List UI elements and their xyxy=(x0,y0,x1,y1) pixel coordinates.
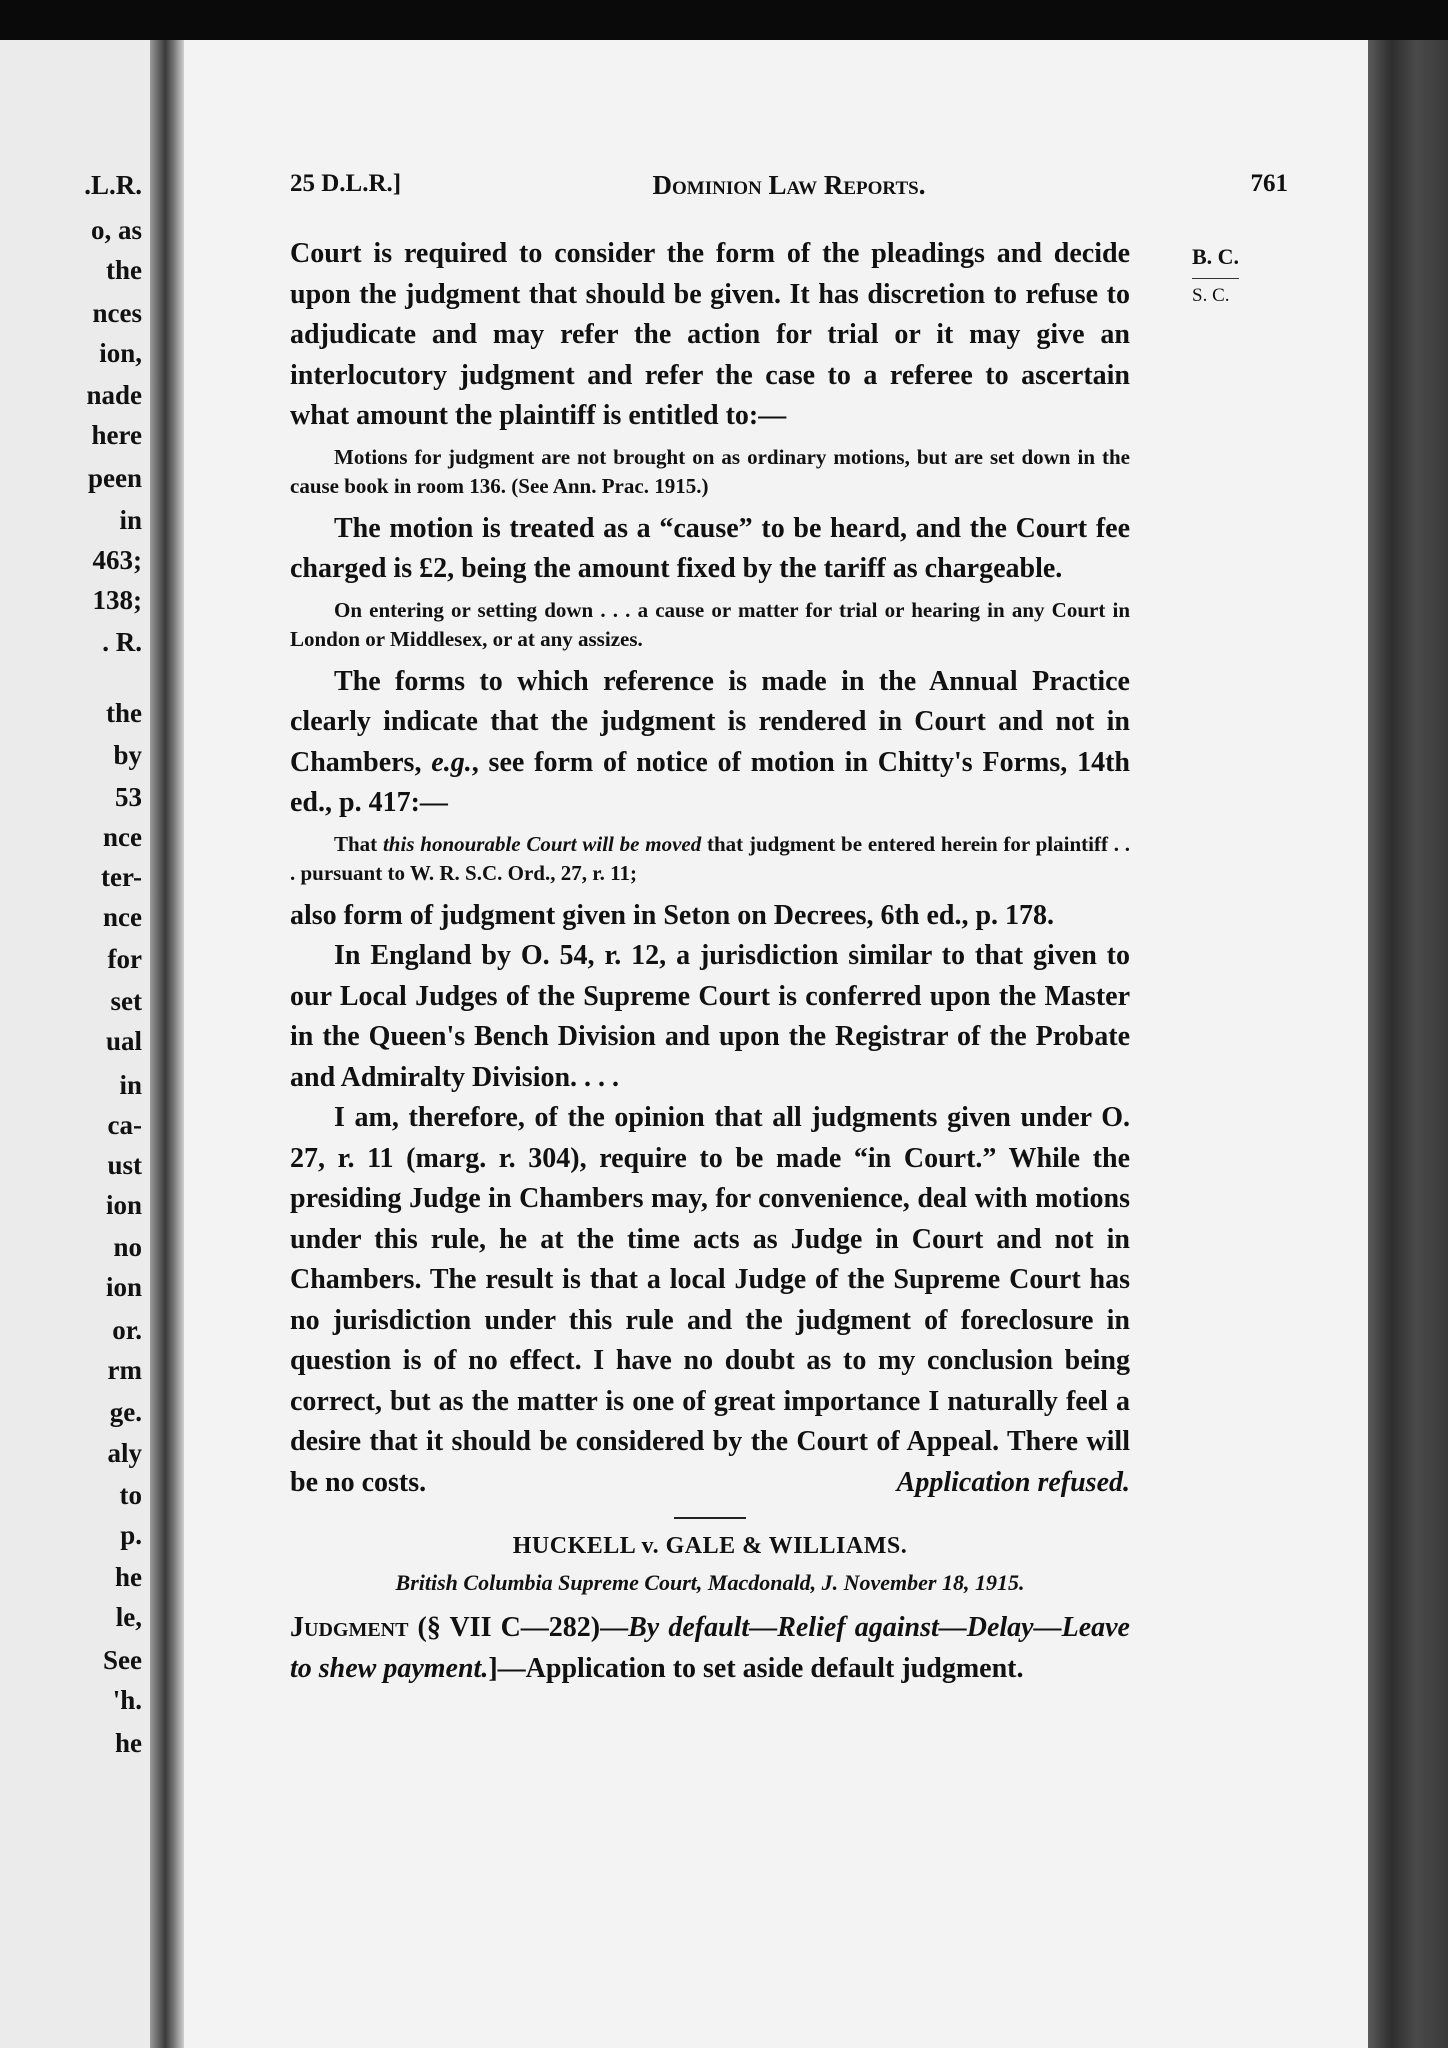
left-page-fragment: set xyxy=(110,986,142,1016)
paragraph-3 xyxy=(290,662,1130,824)
left-page-fragment: ter- xyxy=(101,862,142,892)
paragraph-5: In England by O. 54, r. 12, a jurisdiction similar to that given to our Local Judges of the Supreme Court is conferred upon the Master in the Queen's Bench Division and upon the Registrar of the Probate and Admiralty Division. . . . xyxy=(290,940,1130,1093)
left-page xyxy=(0,40,150,2048)
left-page-fragment: in xyxy=(119,505,142,535)
headnote-rest: ]—Application to set aside default judgment. xyxy=(488,1652,1024,1684)
case-title: HUCKELL v. GALE & WILLIAMS. xyxy=(512,1533,908,1559)
paragraph-4: also form of judgment given in Seton on Decrees, 6th ed., p. 178. xyxy=(290,899,1055,931)
left-page-fragment: here xyxy=(91,420,142,450)
left-page-fragment: no xyxy=(113,1232,142,1262)
left-page-fragment: for xyxy=(107,944,142,974)
case-court: British Columbia Supreme Court, Macdonald, J. November 18, 1915. xyxy=(395,1570,1025,1595)
left-page-fragment: . R. xyxy=(102,627,142,657)
paragraph-2: The motion is treated as a “cause” to be heard, and the Court fee charged is £2, being the amount fixed by the tariff as chargeable. xyxy=(290,512,1130,584)
left-page-fragment: the xyxy=(106,255,142,285)
left-page-fragment: to xyxy=(119,1480,142,1510)
left-page-fragment: See xyxy=(103,1645,142,1675)
headnote-italic: By default—Relief against—Delay—Leave to shew payment. xyxy=(290,1612,1130,1684)
book-edge xyxy=(1368,40,1448,2048)
left-page-fragment: he xyxy=(115,1562,142,1592)
left-page-fragment: or. xyxy=(112,1315,142,1345)
left-page-fragment: 138; xyxy=(92,585,142,615)
quotation-1: Motions for judgment are not brought on as ordinary motions, but are set down in the cause book in room 136. (See Ann. Prac. 1915.) xyxy=(290,444,1130,498)
page-number: 761 xyxy=(1250,170,1288,197)
headnote xyxy=(290,1608,1130,1689)
left-page-fragment: nce xyxy=(103,902,142,932)
left-page-fragment: 'h. xyxy=(112,1685,142,1715)
quotation-3 xyxy=(290,830,1130,888)
left-page-fragment: ge. xyxy=(109,1397,142,1427)
left-page-fragment: rm xyxy=(107,1355,142,1385)
quotation-2: On entering or setting down . . . a cause or matter for trial or hearing in any Court in London or Middlesex, or at any assizes. xyxy=(290,597,1130,651)
book-gutter xyxy=(150,40,184,2048)
headnote-label: Judgment xyxy=(290,1612,409,1643)
left-page-fragment: he xyxy=(115,1728,142,1758)
left-page-fragment: 53 xyxy=(115,782,142,812)
running-header xyxy=(290,170,1288,210)
left-page-fragment: the xyxy=(106,698,142,728)
quotation-3-italic: this honourable Court will be moved xyxy=(382,831,702,856)
left-page-fragment: .L.R. xyxy=(84,170,142,200)
left-page-fragment: p. xyxy=(120,1520,142,1550)
left-page-fragment: peen xyxy=(88,463,142,493)
paragraph-3-text-b: , see form of notice of motion in Chitty's Forms, 14th ed., p. 417:— xyxy=(290,746,1130,818)
body-text xyxy=(290,234,1130,1689)
disposition: Application refused. xyxy=(896,1466,1130,1498)
left-page-fragment: in xyxy=(119,1070,142,1100)
left-page-fragment: o, as xyxy=(90,215,142,245)
left-page-fragment: ual xyxy=(105,1026,142,1056)
left-page-fragment: nce xyxy=(103,822,142,852)
left-page-fragment: by xyxy=(113,740,142,770)
left-page-fragment: ust xyxy=(107,1150,142,1180)
quotation-3-text-a: That xyxy=(334,831,383,856)
left-page-fragment: le, xyxy=(115,1602,142,1632)
paragraph-3-eg: e.g. xyxy=(431,746,472,778)
left-page-fragment: ion, xyxy=(99,338,142,368)
volume-reference: 25 D.L.R.] xyxy=(290,170,402,197)
margin-note xyxy=(1192,244,1252,307)
left-page-fragment: ca- xyxy=(107,1110,142,1140)
headnote-ref: (§ VII C—282)— xyxy=(408,1612,629,1643)
quotation-3-text-b: that judgment be entered herein for plaintiff . . . pursuant to W. R. S.C. Ord., 27, r. 11; xyxy=(290,831,1131,885)
section-divider xyxy=(674,1517,746,1519)
paragraph-1: Court is required to consider the form of the pleadings and decide upon the judgment that should be given. It has discretion to refuse to adjudicate and may refer the action for trial or it may give an interlocutory judgment and refer the case to a referee to ascertain what amount the plaintiff is entitled to:— xyxy=(290,238,1130,431)
paragraph-6-text: I am, therefore, of the opinion that all judgments given under O. 27, r. 11 (marg. r. 304), require to be made “in Court.” While the presiding Judge in Chambers may, for convenience, deal with motions under this rule, he at the time acts as Judge in Court and not in Chambers. The result is that a local Judge of the Supreme Court has no jurisdiction under this rule and the judgment of foreclosure in question is of no effect. I have no doubt as to my conclusion being correct, but as the matter is one of great importance I naturally feel a desire that it should be considered by the Court of Appeal. There will be no costs. xyxy=(290,1102,1130,1498)
left-page-fragment: aly xyxy=(107,1438,142,1468)
left-page-fragment: nces xyxy=(92,298,142,328)
left-page-fragment: ion xyxy=(105,1190,142,1220)
paragraph-3-text-a: The forms to which reference is made in the Annual Practice clearly indicate that the judgment is rendered in Court and not in Chambers, xyxy=(290,665,1130,778)
left-page-fragment: 463; xyxy=(92,545,142,575)
paragraph-6 xyxy=(290,1098,1130,1503)
journal-title: Dominion Law Reports. xyxy=(652,170,926,200)
left-page-fragment: nade xyxy=(86,380,142,410)
margin-note-court: S. C. xyxy=(1192,285,1230,306)
left-page-fragment: ion xyxy=(105,1272,142,1302)
margin-note-province: B. C. xyxy=(1192,244,1239,279)
